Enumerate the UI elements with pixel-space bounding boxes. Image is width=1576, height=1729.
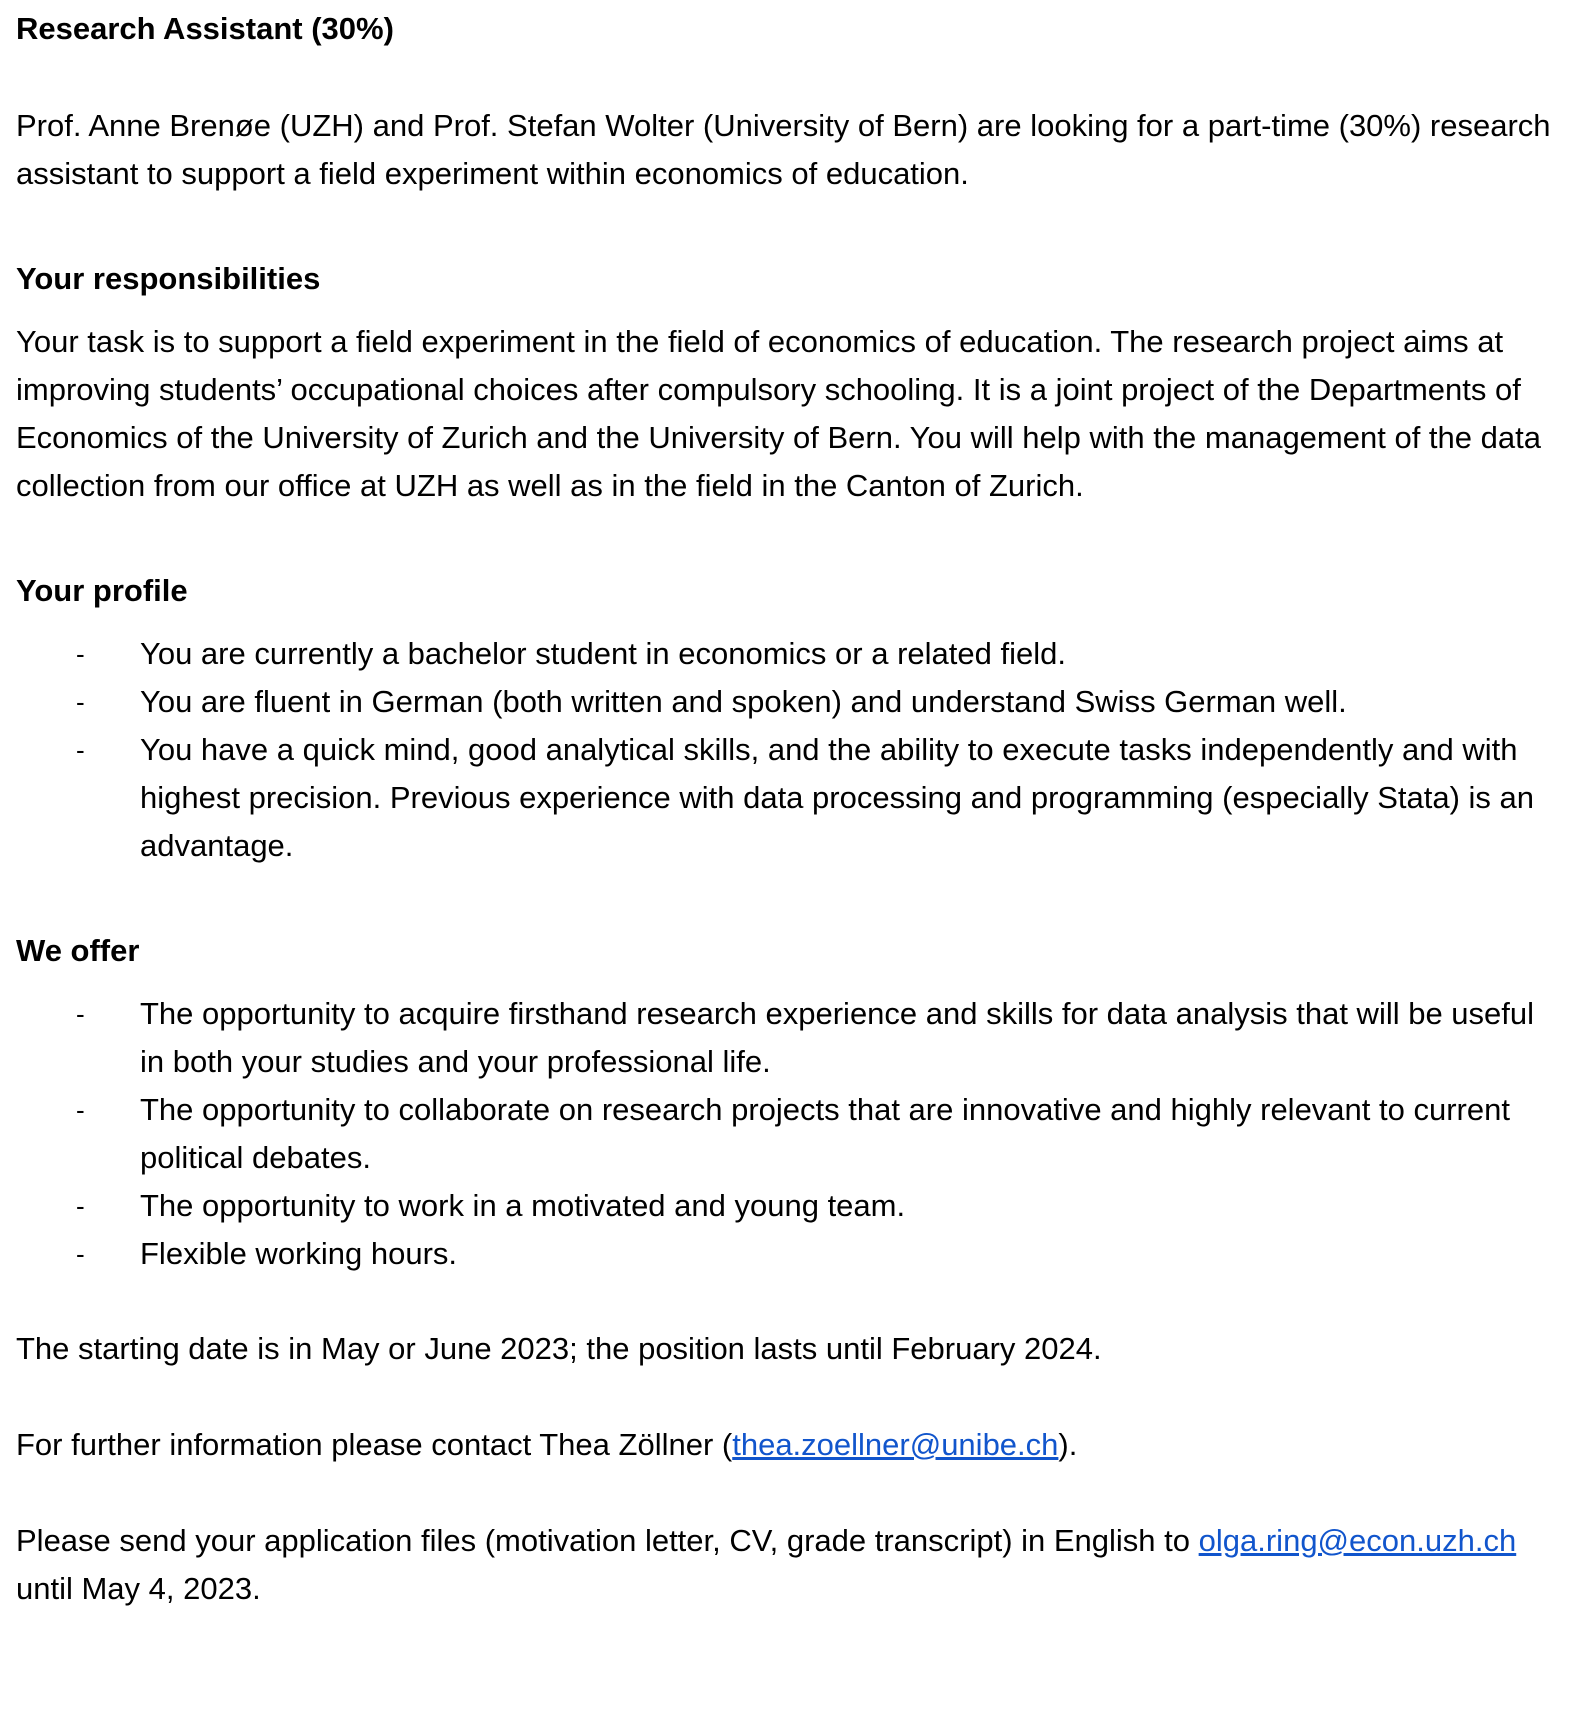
intro-paragraph: Prof. Anne Brenøe (UZH) and Prof. Stefan Wolter (University of Bern) are looking for a part-time (30%) research assistant to support a field experiment within economics of education.: [16, 108, 1551, 191]
bullet-dash: -: [76, 1095, 85, 1125]
list-item-text: You are currently a bachelor student in economics or a related field.: [140, 636, 1066, 671]
responsibilities-heading: Your responsibilities: [16, 261, 321, 296]
list-item-text: You have a quick mind, good analytical skills, and the ability to execute tasks independently and with highest precision. Previous experience with data processing and programming (especially Stata) is an advantage.: [140, 732, 1535, 863]
contact-email-link[interactable]: thea.zoellner@unibe.ch: [732, 1427, 1059, 1462]
contact-prefix: For further information please contact Thea Zöllner (: [16, 1427, 733, 1462]
list-item: [16, 990, 1560, 1086]
application-suffix: until May 4, 2023.: [16, 1571, 261, 1606]
list-item-text: The opportunity to acquire firsthand research experience and skills for data analysis that will be useful in both your studies and your professional life.: [140, 996, 1535, 1079]
contact-paragraph: [16, 1421, 1560, 1469]
offer-list: [16, 990, 1560, 1278]
profile-heading: Your profile: [16, 573, 188, 608]
bullet-dash: -: [76, 687, 85, 717]
offer-heading: We offer: [16, 933, 140, 968]
list-item-text: The opportunity to collaborate on research projects that are innovative and highly relevant to current political debates.: [140, 1092, 1510, 1175]
list-item: [16, 1182, 1560, 1230]
list-item-text: The opportunity to work in a motivated and young team.: [140, 1188, 906, 1223]
job-title: Research Assistant (30%): [16, 11, 394, 46]
bullet-dash: -: [76, 999, 85, 1029]
application-paragraph: [16, 1517, 1560, 1613]
profile-list: [16, 630, 1560, 870]
list-item: [16, 630, 1560, 678]
start-date-paragraph: The starting date is in May or June 2023; the position lasts until February 2024.: [16, 1331, 1102, 1366]
list-item: [16, 678, 1560, 726]
list-item-text: You are fluent in German (both written and spoken) and understand Swiss German well.: [140, 684, 1347, 719]
bullet-dash: -: [76, 1239, 85, 1269]
list-item-text: Flexible working hours.: [140, 1236, 458, 1271]
bullet-dash: -: [76, 639, 85, 669]
list-item: [16, 1086, 1560, 1182]
bullet-dash: -: [76, 735, 85, 765]
list-item: [16, 726, 1560, 870]
list-item: [16, 1230, 1560, 1278]
contact-suffix: ).: [1058, 1427, 1078, 1462]
application-prefix: Please send your application files (motivation letter, CV, grade transcript) in English to: [16, 1523, 1199, 1558]
bullet-dash: -: [76, 1191, 85, 1221]
responsibilities-paragraph: Your task is to support a field experiment in the field of economics of education. The research project aims at improving students’ occupational choices after compulsory schooling. It is a joint project of the Departments of Economics of the University of Zurich and the University of Bern. You will help with the management of the data collection from our office at UZH as well as in the field in the Canton of Zurich.: [16, 324, 1541, 503]
application-email-link[interactable]: olga.ring@econ.uzh.ch: [1198, 1523, 1517, 1558]
